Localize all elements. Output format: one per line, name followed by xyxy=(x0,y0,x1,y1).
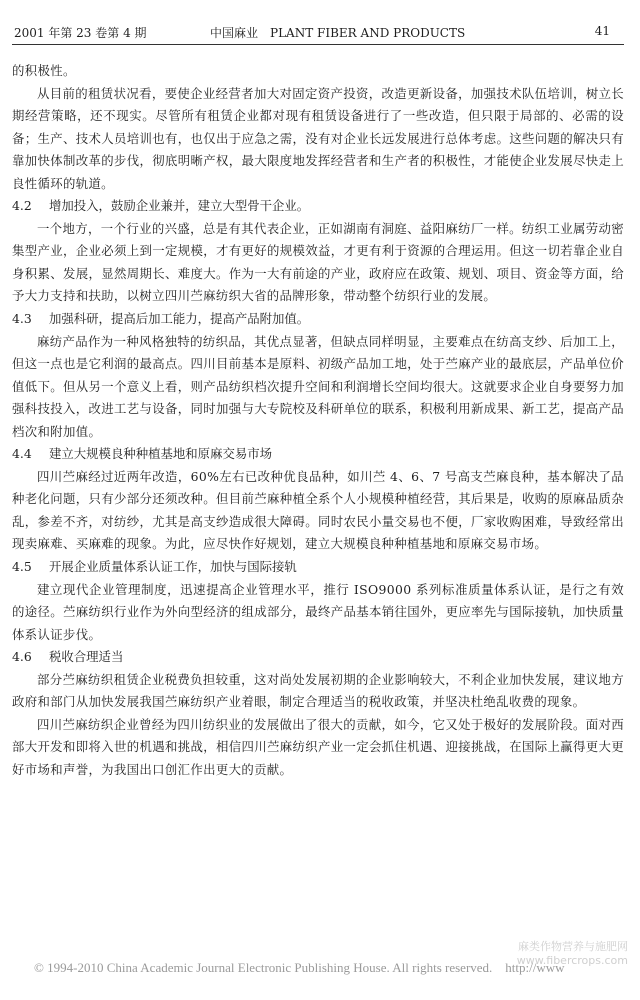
article-body xyxy=(12,60,624,782)
watermark-site-url: www.fibercrops.com xyxy=(516,954,628,967)
copyright-footer: © 1994-2010 China Academic Journal Electronic Publishing House. All rights reserved. http://www xyxy=(34,960,565,975)
section-number: 4.2 xyxy=(12,198,32,214)
paragraph-taxation: 部分苎麻纺织租赁企业税费负担较重，这对尚处发展初期的企业影响较大，不利企业加快发展，建议地方政府和部门从加快发展我国苎麻纺织产业着眼，制定合理适当的税收政策，并坚决杜绝乱收费的现象。 xyxy=(12,671,624,710)
paragraph-investment: 一个地方，一个行业的兴盛，总是有其代表企业，正如湖南有洞庭、益阳麻纺厂一样。纺织工业属劳动密集型产业，企业必须上到一定规模，才有更好的规模效益，才更有利于资源的合理运用。但这一切若靠企业自身积累、发展，显然周期长、难度大。作为一大有前途的产业，政府应在政策、规划、项目、资金等方面，给予大力支持和扶助，以树立四川苎麻纺织大省的品牌形象，带动整个纺织行业的发展。 xyxy=(12,220,624,304)
running-header xyxy=(12,22,624,45)
section-heading-4-3 xyxy=(12,308,624,331)
watermark-site-name: 麻类作物营养与施肥网 xyxy=(518,940,628,953)
section-title: 开展企业质量体系认证工作，加快与国际接轨 xyxy=(49,559,297,575)
page-number: 41 xyxy=(594,24,610,38)
paragraph-research: 麻纺产品作为一种风格独特的纺织品，其优点显著，但缺点同样明显，主要难点在纺高支纱、后加工上，但这一点也是它利润的最高点。四川目前基本是原料、初级产品加工地，处于苎麻产业的最底层，产品单位价值低下。但从另一个意义上看，则产品纺织档次提升空间和利润增长空间均很大。这就要求企业自身要努力加强科技投入，改进工艺与设备，同时加强与大专院校及科研单位的联系，积极利用新成果、新工艺，提高产品档次和附加值。 xyxy=(12,333,624,439)
section-number: 4.3 xyxy=(12,311,32,327)
paragraph-leasing-status: 从目前的租赁状况看，要使企业经营者加大对固定资产投资，改造更新设备，加强技术队伍培训，树立长期经营策略，还不现实。尽管所有租赁企业都对现有租赁设备进行了一些改造，但只限于局部的、必需的设备；生产、技术人员培训也有，也仅出于应急之需，没有对企业长远发展进行总体考虑。这些问题的解决只有靠加快体制改革的步伐，彻底明晰产权，最大限度地发挥经营者和生产者的积极性，才能使企业发展尽快走上良性循环的轨道。 xyxy=(12,85,624,191)
section-heading-4-5 xyxy=(12,556,624,579)
section-title: 加强科研，提高后加工能力，提高产品附加值。 xyxy=(49,311,310,327)
section-heading-4-2 xyxy=(12,195,624,218)
section-title: 增加投入，鼓励企业兼并，建立大型骨干企业。 xyxy=(49,198,310,214)
paragraph-conclusion: 四川苎麻纺织企业曾经为四川纺织业的发展做出了很大的贡献，如今，它又处于极好的发展阶段。面对西部大开发和即将入世的机遇和挑战，相信四川苎麻纺织产业一定会抓住机遇、迎接挑战，在国际上赢得更大更好市场和声誉，为我国出口创汇作出更大的贡献。 xyxy=(12,716,624,777)
journal-title: 中国麻业 PLANT FIBER AND PRODUCTS xyxy=(210,26,466,40)
section-title: 税收合理适当 xyxy=(49,649,124,665)
section-number: 4.6 xyxy=(12,649,32,665)
paragraph-continuation: 的积极性。 xyxy=(12,63,76,78)
journal-issue: 2001 年第 23 卷第 4 期 xyxy=(14,26,147,40)
section-title: 建立大规模良种种植基地和原麻交易市场 xyxy=(49,446,273,462)
section-heading-4-6 xyxy=(12,646,624,669)
section-number: 4.4 xyxy=(12,446,32,462)
section-heading-4-4 xyxy=(12,443,624,466)
paragraph-planting-base: 四川苎麻经过近两年改造，60%左右已改种优良品种，如川苎 4、6、7 号高支苎麻良种，基本解决了品种老化问题，只有少部分还须改种。但目前苎麻种植全系个人小规模种植经营，其后果是，收购的原麻品质杂乱，参差不齐，对纺纱，尤其是高支纱造成很大障碍。同时农民小量交易也不便，厂家收购困难，导致经常出现卖麻难、买麻难的现象。为此，应尽快作好规划，建立大规模良种种植基地和原麻交易市场。 xyxy=(12,468,624,552)
section-number: 4.5 xyxy=(12,559,32,575)
paragraph-quality-certification: 建立现代企业管理制度，迅速提高企业管理水平，推行 ISO9000 系列标准质量体系认证，是行之有效的途径。苎麻纺织行业作为外向型经济的组成部分，最终产品基本销往国外，更应率先与国际接轨，加快质量体系认证步伐。 xyxy=(12,581,624,642)
